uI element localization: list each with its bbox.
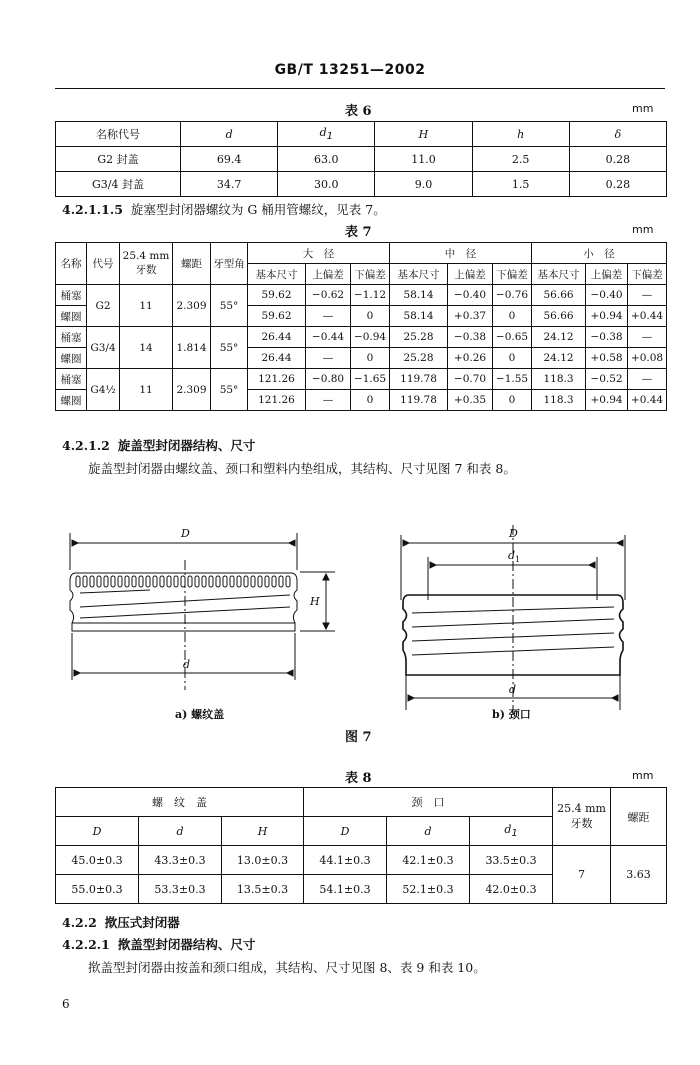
section-4-2-2 xyxy=(62,913,180,931)
table8-cell: 42.1±0.3 xyxy=(387,846,470,875)
table7-cell: −0.38 xyxy=(448,327,493,348)
table7-cell: 26.44 xyxy=(248,348,306,369)
standard-number: GB/T 13251—2002 xyxy=(274,62,426,78)
table7-cell: 2.309 xyxy=(173,369,211,411)
table8-header: H xyxy=(222,817,304,846)
table7-cell: −1.12 xyxy=(351,285,390,306)
table7-cell: 0 xyxy=(493,306,532,327)
knurl-ridge xyxy=(216,576,220,587)
table7-header: 上偏差 xyxy=(448,264,493,285)
table7-cell: 0 xyxy=(351,348,390,369)
table7-cell: — xyxy=(628,285,667,306)
section-number: 4.2.1.2 xyxy=(62,438,110,453)
table7-cell: +0.08 xyxy=(628,348,667,369)
dim-D-label-b: D xyxy=(509,527,518,540)
table6-header: δ xyxy=(569,122,666,147)
table7-header: 牙型角 xyxy=(211,243,248,285)
table7-cell: 11 xyxy=(120,369,173,411)
table7-cell: −0.65 xyxy=(493,327,532,348)
table-row xyxy=(56,285,667,306)
table7-cell: +0.58 xyxy=(586,348,628,369)
knurl-ridge xyxy=(223,576,227,587)
section-title: 揿盖型封闭器结构、尺寸 xyxy=(117,937,256,952)
table8-cell: 55.0±0.3 xyxy=(56,875,139,904)
table7-header: 25.4 mm 牙数 xyxy=(120,243,173,285)
table8-caption: 表 8 xyxy=(345,771,372,786)
table7-cell: −0.80 xyxy=(306,369,351,390)
table6-cell: 69.4 xyxy=(181,147,278,172)
table7-cell: −0.40 xyxy=(586,285,628,306)
section-text: 旋塞型封闭器螺纹为 G 桶用管螺纹，见表 7。 xyxy=(130,202,386,217)
table7-header: 基本尺寸 xyxy=(532,264,586,285)
table7-header: 上偏差 xyxy=(586,264,628,285)
table7-header: 基本尺寸 xyxy=(390,264,448,285)
table7-cell: 58.14 xyxy=(390,285,448,306)
knurl-ridge xyxy=(146,576,150,587)
dim-D-label-a: D xyxy=(181,527,190,540)
table7-cell: −0.40 xyxy=(448,285,493,306)
table6-cell: 30.0 xyxy=(278,172,375,197)
knurl-ridge xyxy=(153,576,157,587)
table6-header: d1 xyxy=(278,122,375,147)
table7-cell: 螺圈 xyxy=(56,348,87,369)
knurl-ridge xyxy=(251,576,255,587)
table7-cell: 0 xyxy=(493,348,532,369)
table7-cell: +0.94 xyxy=(586,306,628,327)
knurl-ridge xyxy=(286,576,290,587)
table8-unit: mm xyxy=(632,769,654,782)
table8-header: 25.4 mm 牙数 xyxy=(553,788,611,846)
table7-cell: 桶塞 xyxy=(56,369,87,390)
knurl-ridge xyxy=(111,576,115,587)
table7-cell: +0.37 xyxy=(448,306,493,327)
section-number: 4.2.2 xyxy=(62,915,97,930)
table6-cell: 34.7 xyxy=(181,172,278,197)
section-number: 4.2.2.1 xyxy=(62,937,110,952)
table8-cell: 13.0±0.3 xyxy=(222,846,304,875)
table7-caption: 表 7 xyxy=(345,225,372,240)
table8-header: d xyxy=(387,817,470,846)
table7-cell: 26.44 xyxy=(248,327,306,348)
table7-cell: 1.814 xyxy=(173,327,211,369)
table6-header: H xyxy=(375,122,472,147)
table7-header: 大 径 xyxy=(248,243,390,264)
table8-cell: 54.1±0.3 xyxy=(304,875,387,904)
dim-d1-label: $d_1$ xyxy=(508,549,521,564)
table6-cell: 11.0 xyxy=(375,147,472,172)
table7-cell: — xyxy=(628,327,667,348)
table7-cell: G3/4 xyxy=(87,327,120,369)
knurl-ridge xyxy=(139,576,143,587)
table6-cell: 0.28 xyxy=(569,172,666,197)
header-rule xyxy=(55,88,665,89)
table7-cell: −0.70 xyxy=(448,369,493,390)
table7-cell: — xyxy=(306,306,351,327)
knurl-ridge xyxy=(202,576,206,587)
knurl-ridge xyxy=(160,576,164,587)
table7-header: 名称 xyxy=(56,243,87,285)
table7-cell: 24.12 xyxy=(532,327,586,348)
knurl-ridge xyxy=(258,576,262,587)
table6-header: h xyxy=(472,122,569,147)
table7-header: 下偏差 xyxy=(493,264,532,285)
table7-unit: mm xyxy=(632,223,654,236)
table7-header: 上偏差 xyxy=(306,264,351,285)
table7-cell: 118.3 xyxy=(532,369,586,390)
table7-cell: +0.94 xyxy=(586,390,628,411)
table7-cell: 25.28 xyxy=(390,348,448,369)
table6-cell: G3/4 封盖 xyxy=(56,172,181,197)
table7-cell: 119.78 xyxy=(390,390,448,411)
table7-cell: −0.52 xyxy=(586,369,628,390)
knurl-ridge xyxy=(125,576,129,587)
knurl-ridge xyxy=(279,576,283,587)
table7-cell: 14 xyxy=(120,327,173,369)
table7-cell: −0.62 xyxy=(306,285,351,306)
table8-header: D xyxy=(304,817,387,846)
knurl-ridge xyxy=(132,576,136,587)
table7-cell: 121.26 xyxy=(248,390,306,411)
table7-header: 下偏差 xyxy=(628,264,667,285)
table7-cell: 0 xyxy=(351,390,390,411)
knurl-ridge xyxy=(90,576,94,587)
table7-cell: 螺圈 xyxy=(56,390,87,411)
table7-cell: 0 xyxy=(351,306,390,327)
knurl-ridge xyxy=(272,576,276,587)
knurl-ridge xyxy=(237,576,241,587)
section-number: 4.2.1.1.5 xyxy=(62,202,123,217)
table8-header: 颈 口 xyxy=(304,788,553,817)
table7-cell: 118.3 xyxy=(532,390,586,411)
table7-cell: 121.26 xyxy=(248,369,306,390)
figure-7 xyxy=(0,515,700,725)
table7-cell: +0.44 xyxy=(628,390,667,411)
table7-cell: 0 xyxy=(493,390,532,411)
dim-H-label: H xyxy=(310,595,320,608)
table6-cell: 2.5 xyxy=(472,147,569,172)
section-4-2-2-1 xyxy=(62,935,255,953)
table7-cell: 24.12 xyxy=(532,348,586,369)
table6-caption: 表 6 xyxy=(345,104,372,119)
table7-header: 小 径 xyxy=(532,243,667,264)
section-title: 揿压式封闭器 xyxy=(104,915,180,930)
table7-cell: 25.28 xyxy=(390,327,448,348)
table6-unit: mm xyxy=(632,102,654,115)
table7-cell: −0.76 xyxy=(493,285,532,306)
knurl-ridge xyxy=(209,576,213,587)
table7-cell: G4½ xyxy=(87,369,120,411)
dim-d-label-b: d xyxy=(509,683,517,696)
knurl-ridge xyxy=(83,576,87,587)
table7-cell: −1.65 xyxy=(351,369,390,390)
table7-cell: 2.309 xyxy=(173,285,211,327)
dim-d-label-a: d xyxy=(183,658,191,671)
table7-cell: 55° xyxy=(211,285,248,327)
table6-header: 名称代号 xyxy=(56,122,181,147)
table8-cell: 53.3±0.3 xyxy=(139,875,222,904)
section-4-2-1-1-5 xyxy=(62,200,386,218)
table7-header: 基本尺寸 xyxy=(248,264,306,285)
knurl-ridge xyxy=(230,576,234,587)
figure7-caption: 图 7 xyxy=(345,730,372,745)
table-row xyxy=(56,846,667,875)
knurl-ridge xyxy=(181,576,185,587)
section-4-2-1-2 xyxy=(62,436,255,454)
table8-header: d1 xyxy=(470,817,553,846)
table7-cell: — xyxy=(306,390,351,411)
knurl-ridge xyxy=(104,576,108,587)
table8-pitch: 3.63 xyxy=(611,846,667,904)
table7-header: 螺距 xyxy=(173,243,211,285)
knurl-ridge xyxy=(174,576,178,587)
table6-header-row xyxy=(56,122,667,147)
table8-cell: 43.3±0.3 xyxy=(139,846,222,875)
table7-cell: — xyxy=(306,348,351,369)
table6-cell: 63.0 xyxy=(278,147,375,172)
table6-header: d xyxy=(181,122,278,147)
knurl-ridge xyxy=(244,576,248,587)
table-8 xyxy=(55,787,667,904)
table6-cell: G2 封盖 xyxy=(56,147,181,172)
table7-cell: — xyxy=(628,369,667,390)
table-row xyxy=(56,327,667,348)
table7-cell: +0.44 xyxy=(628,306,667,327)
table7-cell: 55° xyxy=(211,327,248,369)
table7-cell: G2 xyxy=(87,285,120,327)
table6-cell: 1.5 xyxy=(472,172,569,197)
table8-cell: 13.5±0.3 xyxy=(222,875,304,904)
section-4-2-1-2-text: 旋盖型封闭器由螺纹盖、颈口和塑料内垫组成，其结构、尺寸见图 7 和表 8。 xyxy=(88,461,516,476)
table7-header: 中 径 xyxy=(390,243,532,264)
table-7 xyxy=(55,242,667,411)
table8-header: 螺距 xyxy=(611,788,667,846)
table7-cell: 119.78 xyxy=(390,369,448,390)
table-row xyxy=(56,147,667,172)
table8-tpi: 7 xyxy=(553,846,611,904)
knurl-ridge xyxy=(76,576,80,587)
knurl-ridge xyxy=(118,576,122,587)
table7-cell: 55° xyxy=(211,369,248,411)
table7-cell: 桶塞 xyxy=(56,285,87,306)
table6-cell: 9.0 xyxy=(375,172,472,197)
table7-cell: 56.66 xyxy=(532,306,586,327)
table7-body xyxy=(56,285,667,411)
table7-cell: −0.44 xyxy=(306,327,351,348)
knurl-ridge xyxy=(167,576,171,587)
knurl-ridge xyxy=(265,576,269,587)
table8-cell: 33.5±0.3 xyxy=(470,846,553,875)
knurl-ridge xyxy=(188,576,192,587)
figure7-b-label: b) 颈口 xyxy=(492,708,531,721)
table7-cell: 56.66 xyxy=(532,285,586,306)
table8-header: d xyxy=(139,817,222,846)
knurl-ridge xyxy=(97,576,101,587)
table8-cell: 52.1±0.3 xyxy=(387,875,470,904)
knurl-ridge xyxy=(195,576,199,587)
table-row xyxy=(56,369,667,390)
table8-cell: 45.0±0.3 xyxy=(56,846,139,875)
section-4-2-2-1-text: 揿盖型封闭器由按盖和颈口组成，其结构、尺寸见图 8、表 9 和表 10。 xyxy=(88,960,486,975)
table7-cell: 58.14 xyxy=(390,306,448,327)
table8-cell: 44.1±0.3 xyxy=(304,846,387,875)
table7-cell: −1.55 xyxy=(493,369,532,390)
table-6 xyxy=(55,121,667,197)
section-title: 旋盖型封闭器结构、尺寸 xyxy=(117,438,256,453)
table7-cell: +0.35 xyxy=(448,390,493,411)
table-row xyxy=(56,172,667,197)
table7-header-row xyxy=(56,243,667,264)
table7-cell: +0.26 xyxy=(448,348,493,369)
page-number: 6 xyxy=(62,997,70,1011)
table7-cell: 59.62 xyxy=(248,306,306,327)
table7-cell: 螺圈 xyxy=(56,306,87,327)
table7-cell: −0.94 xyxy=(351,327,390,348)
table8-header: 螺 纹 盖 xyxy=(56,788,304,817)
table7-cell: 11 xyxy=(120,285,173,327)
table7-cell: 桶塞 xyxy=(56,327,87,348)
table7-header: 代号 xyxy=(87,243,120,285)
figure7-a-label: a) 螺纹盖 xyxy=(175,708,225,721)
table7-cell: 59.62 xyxy=(248,285,306,306)
table8-cell: 42.0±0.3 xyxy=(470,875,553,904)
table8-header: D xyxy=(56,817,139,846)
table6-cell: 0.28 xyxy=(569,147,666,172)
table8-header-row xyxy=(56,788,667,817)
table7-cell: −0.38 xyxy=(586,327,628,348)
table7-header: 下偏差 xyxy=(351,264,390,285)
